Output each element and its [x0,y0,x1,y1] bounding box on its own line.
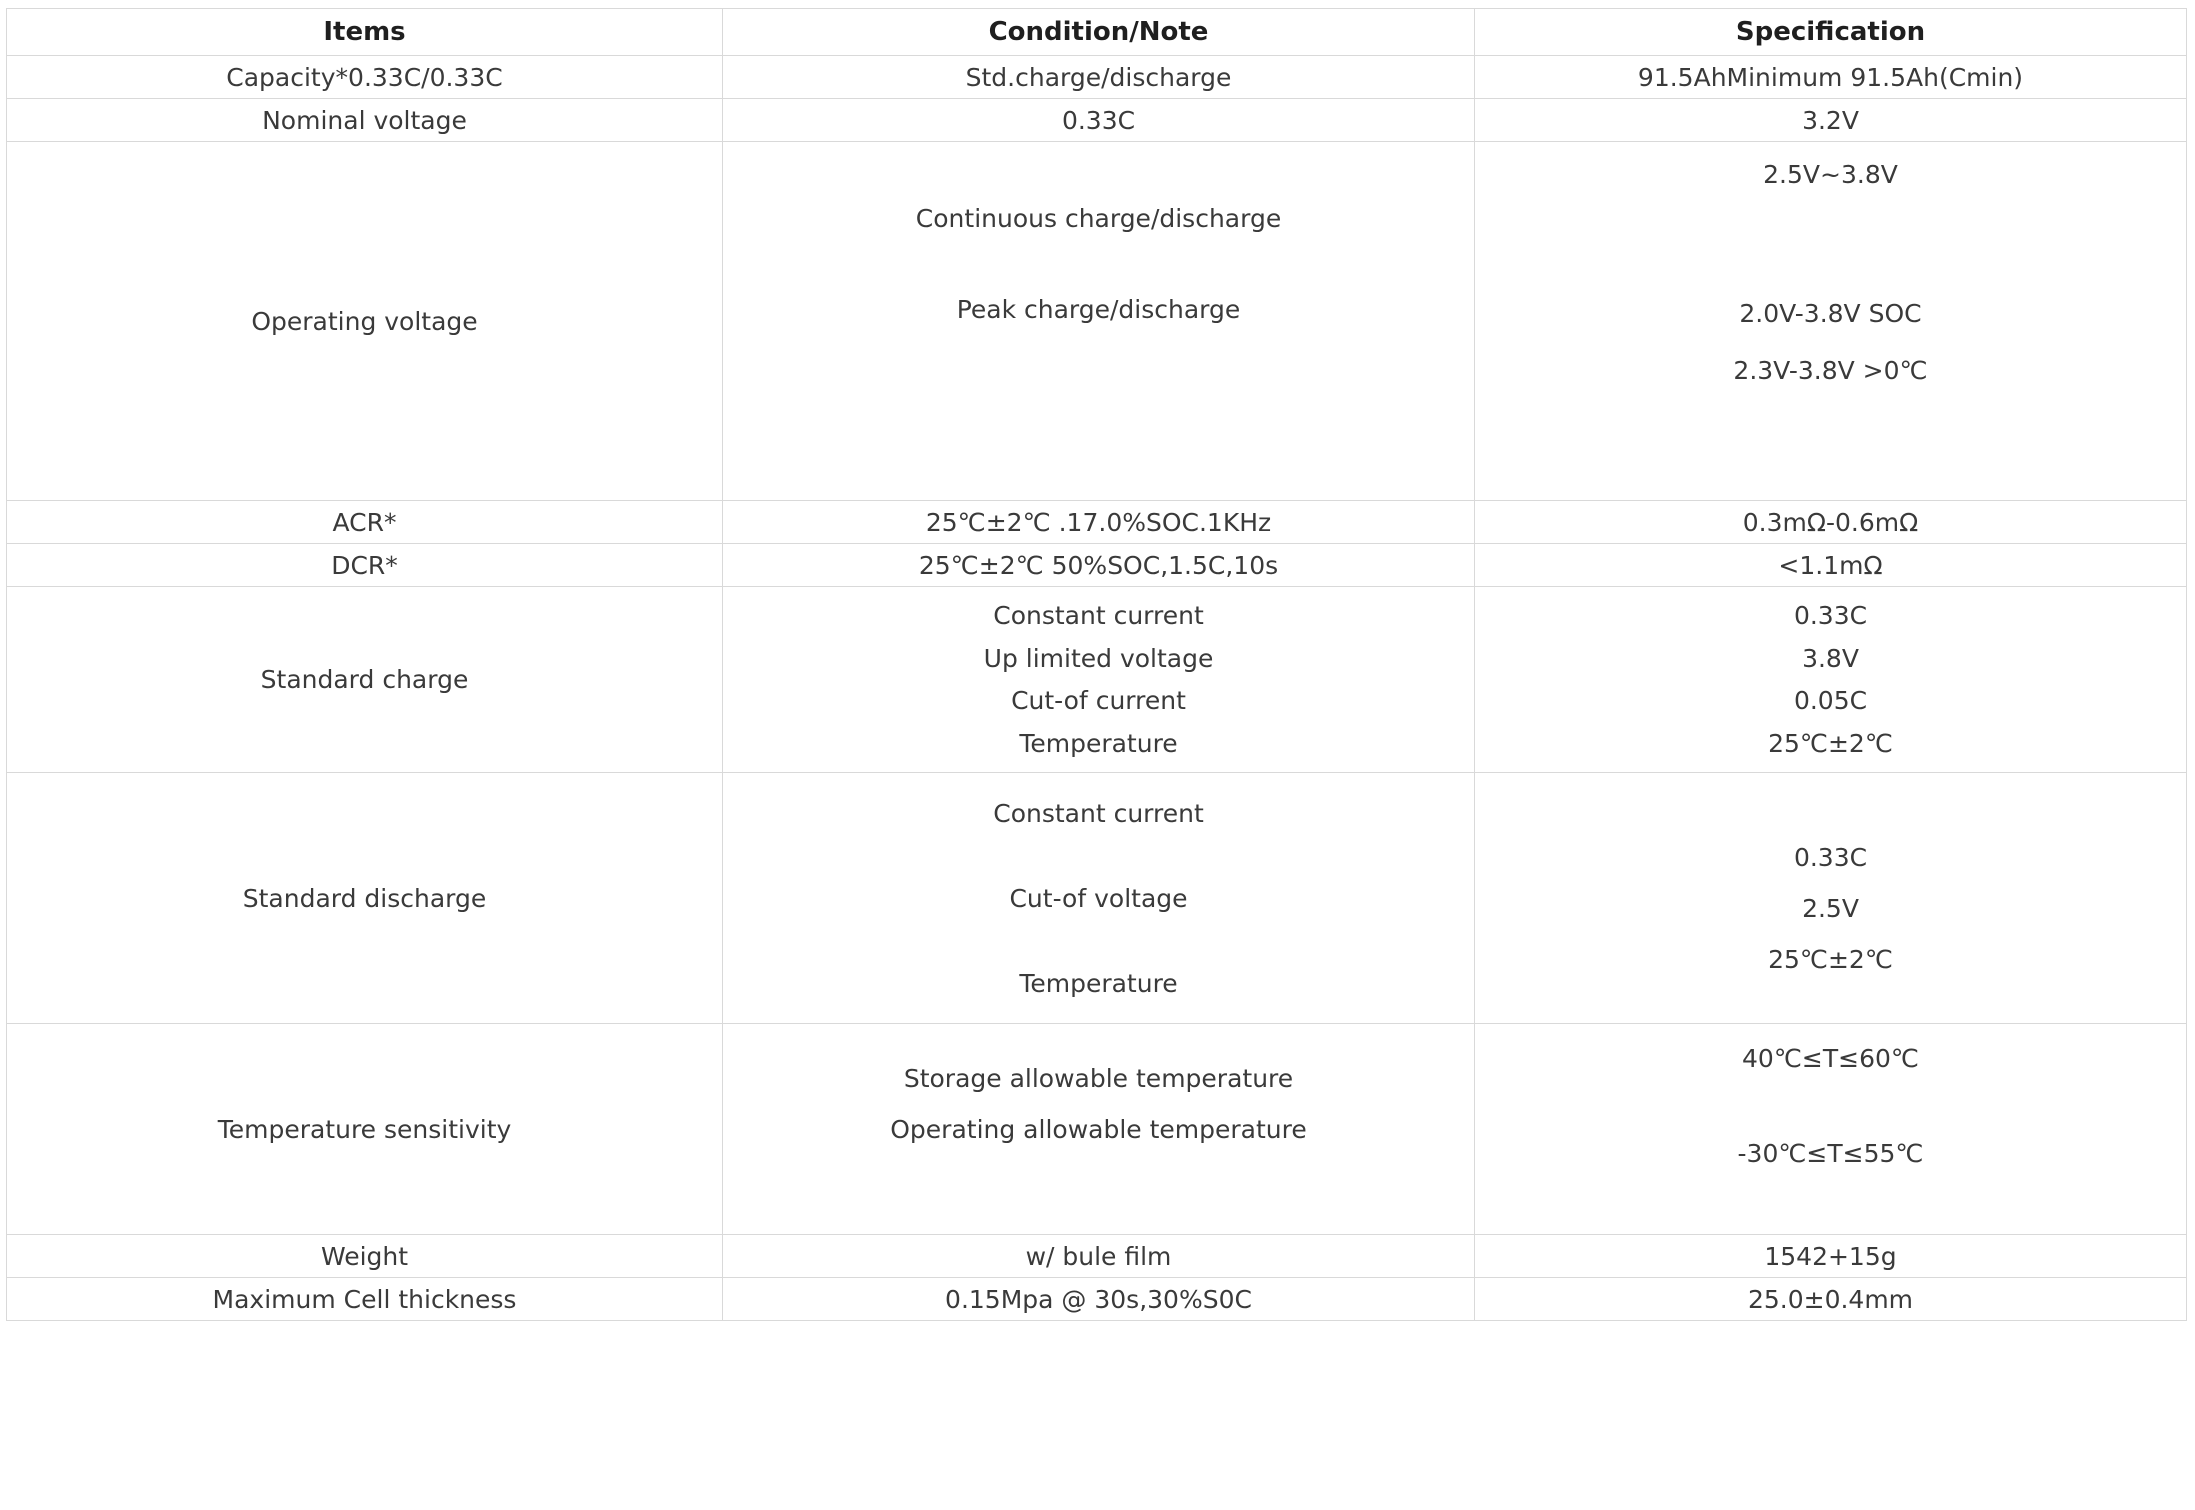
cell-specification: <1.1mΩ [1475,544,2187,587]
column-header-specification: Specification [1475,9,2187,56]
table-row [7,587,2187,773]
spec-line: 0.33C [1793,843,1868,872]
condition-line: Storage allowable temperature [903,1064,1294,1093]
cell-condition [723,587,1475,773]
condition-line: Temperature [1019,969,1178,998]
table-row [7,1235,2187,1278]
spec-line: 0.33C [1793,600,1868,630]
spec-line: 2.5V~3.8V [1763,160,1898,189]
table-row [7,99,2187,142]
condition-line: Operating allowable temperature [890,1115,1307,1144]
condition-line: Peak charge/discharge [956,295,1241,324]
table-header [7,9,2187,56]
table-row [7,1024,2187,1235]
table-row [7,142,2187,501]
condition-line: Up limited voltage [983,643,1214,673]
spec-line: 0.05C [1793,686,1868,716]
condition-line: Cut-of current [1011,686,1186,716]
table-header-row [7,9,2187,56]
cell-specification: 0.3mΩ-0.6mΩ [1475,501,2187,544]
cell-item: ACR* [7,501,723,544]
spec-line: 2.5V [1802,894,1859,923]
cell-item: Maximum Cell thickness [7,1278,723,1321]
cell-item [7,1024,723,1235]
cell-specification: 3.2V [1475,99,2187,142]
column-header-items: Items [7,9,723,56]
cell-item [7,142,723,501]
condition-line: Constant current [993,600,1204,630]
cell-item: Weight [7,1235,723,1278]
cell-item: Capacity*0.33C/0.33C [7,56,723,99]
spec-line: 25℃±2℃ [1768,729,1893,759]
table-row [7,501,2187,544]
spec-line: 2.0V-3.8V SOC [1739,299,1922,328]
cell-item: Nominal voltage [7,99,723,142]
spec-line: -30℃≤T≤55℃ [1737,1139,1924,1168]
cell-condition [723,142,1475,501]
spec-line: 40℃≤T≤60℃ [1742,1044,1919,1073]
cell-specification: 25.0±0.4mm [1475,1278,2187,1321]
cell-condition: 0.33C [723,99,1475,142]
cell-item [7,587,723,773]
specification-table [6,8,2187,1321]
cell-specification: 1542+15g [1475,1235,2187,1278]
table-row [7,544,2187,587]
condition-line: Temperature [1019,729,1178,759]
table-row [7,1278,2187,1321]
condition-line: Cut-of voltage [1009,884,1188,913]
cell-condition: 25℃±2℃ 50%SOC,1.5C,10s [723,544,1475,587]
cell-specification [1475,587,2187,773]
cell-specification [1475,773,2187,1024]
spec-line: 3.8V [1802,643,1859,673]
spec-line: 25℃±2℃ [1768,945,1893,974]
cell-condition [723,1024,1475,1235]
cell-specification [1475,142,2187,501]
table-body [7,56,2187,1321]
cell-condition: w/ bule film [723,1235,1475,1278]
table-row [7,56,2187,99]
cell-specification [1475,1024,2187,1235]
spec-line: 2.3V-3.8V >0℃ [1733,356,1928,385]
column-header-condition: Condition/Note [723,9,1475,56]
cell-item: DCR* [7,544,723,587]
cell-condition: 25℃±2℃ .17.0%SOC.1KHz [723,501,1475,544]
cell-specification: 91.5AhMinimum 91.5Ah(Cmin) [1475,56,2187,99]
cell-item-label: Temperature sensitivity [217,1114,512,1144]
condition-line: Constant current [993,799,1204,828]
table-row [7,773,2187,1024]
condition-line: Continuous charge/discharge [915,204,1282,233]
cell-condition [723,773,1475,1024]
cell-item [7,773,723,1024]
cell-item-label: Standard charge [260,665,469,694]
cell-item-label: Operating voltage [251,306,478,336]
cell-item-label: Standard discharge [242,883,487,913]
cell-condition: 0.15Mpa @ 30s,30%S0C [723,1278,1475,1321]
cell-condition: Std.charge/discharge [723,56,1475,99]
